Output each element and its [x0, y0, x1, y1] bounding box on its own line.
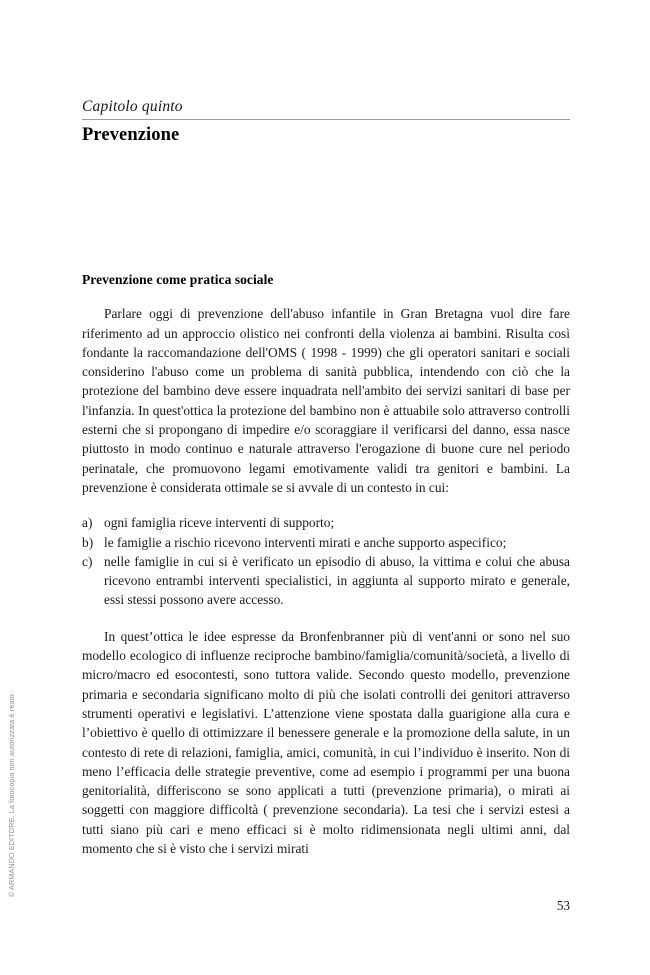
- paragraph-first: Parlare oggi di prevenzione dell'abuso infantile in Gran Bretagna vuol dire fare riferimento ad un approccio olistico nei confronti della violenza ai bambini. Risulta così fondante la raccomandazione dell'OMS ( 1998 - 1999) che gli operatori sanitari e sociali considerino l'abuso come un problema di sanità pubblica, intendendo con ciò che la protezione del bambino deve essere inquadrata nell'ambito dei servizi sanitari di base per l'infanzia. In quest'ottica la protezione del bambino non è attuabile solo attraverso controlli esterni che si propongano di impedire e/o scoraggiare il verificarsi del danno, essa nasce piuttosto in modo continuo e naturale attraverso l'erogazione di buone cure nel periodo perinatale, che promuovono legami emotivamente validi tra genitori e bambini. La prevenzione è considerata ottimale se si avvale di un contesto in cui:: [82, 306, 570, 495]
- list-item: [82, 513, 570, 532]
- list-item-text: le famiglie a rischio ricevono interventi mirati e anche supporto aspecifico;: [104, 534, 507, 550]
- chapter-title: Prevenzione: [82, 124, 180, 145]
- list-item-marker: a): [82, 515, 93, 531]
- list-item: [82, 533, 570, 552]
- header-divider-rule: [82, 119, 570, 120]
- section-heading: Prevenzione come pratica sociale: [82, 271, 274, 287]
- page-number: 53: [556, 898, 570, 913]
- chapter-label: Capitolo quinto: [82, 98, 183, 115]
- list-item-marker: c): [82, 553, 93, 569]
- paragraph-second: In quest’ottica le idee espresse da Bronfenbranner più di vent'anni or sono nel suo modello ecologico di influenze reciproche bambino/famiglia/comunità/società, a livello di micro/macro ed esocontesti, sono tuttora valide. Secondo questo modello, prevenzione primaria e secondaria significano molto di più che isolati controlli dei genitori attraverso strumenti operativi e legislativi. L’attenzione viene spostata dalla guarigione alla cura e l’obiettivo è quello di ottimizzare il benessere generale e la promozione della salute, in un contesto di rete di relazioni, famiglia, amici, comunità, in cui l’individuo è inserito. Non di meno l’efficacia delle strategie preventive, come ad esempio i programmi per una buona genitorialità, differiscono se sono applicati a tutti (prevenzione primaria), o mirati ai soggetti con maggiore difficoltà ( prevenzione secondaria). La tesi che i servizi estesi a tutti siano più cari e meno efficaci si è molto ridimensionata negli ultimi anni, dal momento che si è visto che i servizi mirati: [82, 628, 570, 856]
- margin-copyright-notice: [0, 0, 22, 975]
- lettered-list: [82, 513, 570, 609]
- list-item: [82, 552, 570, 610]
- text-column: [82, 0, 570, 872]
- list-item-marker: b): [82, 534, 94, 550]
- margin-copyright-text: © ARMANDO EDITORE. La fotocopia non autorizzata è reato.: [6, 692, 16, 897]
- list-item-text: ogni famiglia riceve interventi di supporto;: [104, 515, 335, 531]
- list-item-text: nelle famiglie in cui si è verificato un episodio di abuso, la vittima e colui che abusa ricevono entrambi interventi specialistici, in aggiunta al supporto mirato e generale, essi stessi possono avere accesso.: [104, 553, 570, 608]
